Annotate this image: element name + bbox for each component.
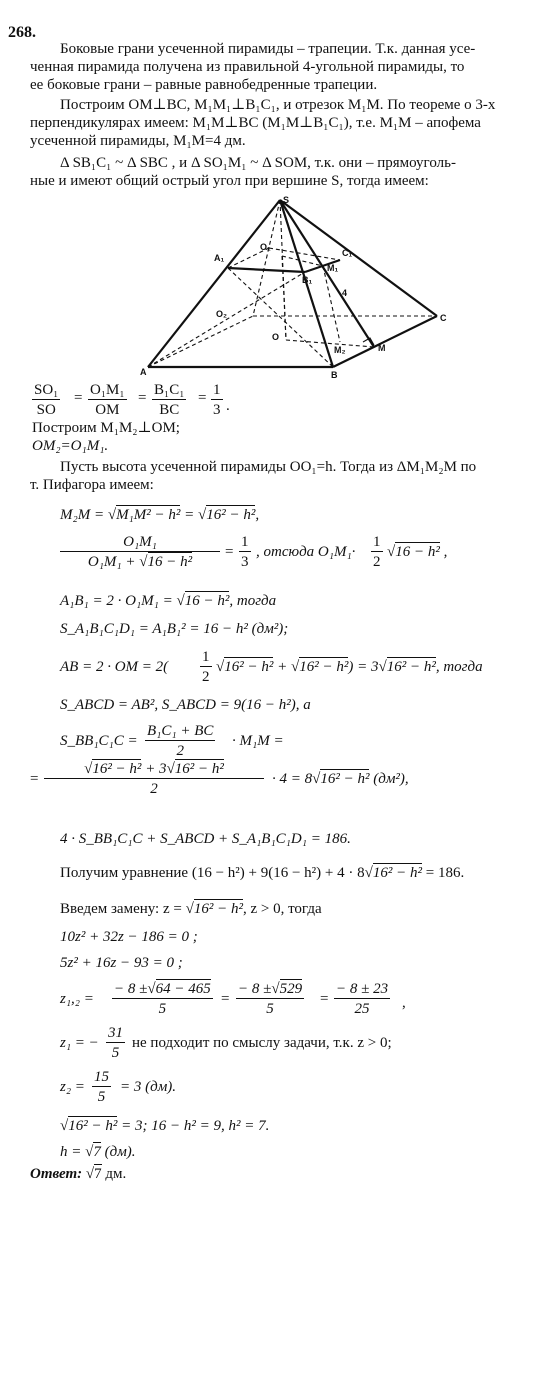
label-A1: A₁ — [214, 253, 225, 263]
z1-fraction — [106, 1024, 125, 1062]
z12-n2-pre: − 8 ± — [238, 981, 272, 997]
z2-lhs: z₂ = — [60, 1079, 85, 1095]
ratio-f4-den: 3 — [213, 402, 221, 418]
sum-equation: 4 · S_BB₁C₁C + S_ABCD + S_A₁B₁C₁D₁ = 186. — [60, 831, 351, 847]
intro-line-3: ее боковые грани – равные равнобедренные трапеции. — [30, 77, 378, 93]
ratio-eq-2: = — [138, 390, 147, 406]
z12-eq1: = — [221, 991, 230, 1007]
s-side2-unit: (дм²), — [373, 771, 409, 787]
z1-post: не подходит по смыслу задачи, т.к. z > 0; — [132, 1035, 392, 1051]
z1-lhs: z₁ = − — [60, 1035, 99, 1051]
z12-n2-rad: 529 — [279, 981, 303, 997]
prop-den-pre: O₁M₁ + — [87, 554, 136, 570]
z12-lhs: z₁,₂ = — [60, 991, 94, 1007]
z2-num: 15 — [94, 1069, 109, 1085]
intro-line-2: ченная пирамида получена из правильной 4-угольной пирамиды, то — [30, 59, 465, 75]
s-side2-plus: + 3 — [145, 761, 167, 777]
ratio-f1-num: SO₁ — [34, 382, 59, 398]
prop-half — [371, 533, 383, 571]
ratio-eq-1: = — [74, 390, 83, 406]
quadratic-1: 10z² + 32z − 186 = 0 ; — [60, 929, 198, 945]
s-base: S_ABCD = AB², S_ABCD = 9(16 − h²), а — [60, 697, 311, 713]
quadratic-2: 5z² + 16z − 93 = 0 ; — [60, 955, 183, 971]
intro-line-1: Боковые грани усеченной пирамиды – трапеции. Т.к. данная усе- — [60, 41, 476, 57]
ratio-f3-den: BC — [159, 402, 180, 418]
prop-tail-rad-wrap: √16 − h² , — [387, 544, 448, 560]
ab-mid: ) = 3 — [348, 659, 379, 675]
ab-rad2: 16² − h² — [299, 659, 349, 675]
similar-line-1: Δ SB₁C₁ ~ Δ SBC , и Δ SO₁M₁ ~ Δ SOM, т.к. они – прямоуголь- — [60, 155, 456, 171]
a1b1-post: , тогда — [229, 593, 277, 609]
z12-n3: − 8 ± 23 — [336, 981, 389, 997]
prop-tail-rad: 16 − h² — [395, 544, 440, 560]
sub-rad: 16² − h² — [193, 901, 243, 917]
sub-post: , z > 0, тогда — [242, 901, 322, 917]
prop-tail-end: , — [443, 544, 448, 560]
ab-plus: + — [277, 659, 288, 675]
prop-fraction-2 — [239, 533, 251, 571]
final-equation: √16² − h² = 3; 16 − h² = 9, h² = 7. — [60, 1118, 270, 1134]
h-pre: h = — [60, 1144, 82, 1160]
a1b1-pre: A₁B₁ = 2 · O₁M₁ = — [60, 593, 173, 609]
s-side-num: B₁C₁ + BC — [147, 723, 214, 739]
label-C1: C₁ — [342, 248, 353, 258]
z12-d3: 25 — [354, 1001, 370, 1017]
ab-half-den: 2 — [202, 669, 210, 685]
ab-post: , тогда — [435, 659, 483, 675]
construct-line-1: Построим OM⊥BC, M₁M₁⊥B₁C₁, и отрезок M₁M. По теореме о 3-х — [60, 97, 496, 113]
m2m-lhs: M₂M = — [60, 507, 105, 523]
s-side2-rad2: 16² − h² — [174, 761, 224, 777]
problem-number: 268. — [8, 24, 36, 41]
m2m-equation: M₂M = √M₁M² − h² = √16² − h², — [60, 507, 260, 523]
label-O1: O₁ — [260, 242, 271, 252]
z12-fraction-3 — [334, 980, 390, 1018]
z12-n1-pre: − 8 ± — [114, 981, 148, 997]
label-O: O — [272, 332, 280, 342]
s-side2-den: 2 — [150, 781, 158, 797]
s-side2-eq: = — [30, 771, 39, 787]
ratio-f2-den: OM — [95, 402, 120, 418]
label-M1: M₁ — [327, 263, 339, 273]
ab-half-num: 1 — [202, 649, 210, 665]
label-B: B — [331, 370, 338, 380]
s-side-lhs: S_BB₁C₁C = — [60, 733, 138, 749]
prop-num2: 1 — [241, 534, 249, 550]
z12-end: , — [402, 995, 406, 1011]
label-O2: O₂ — [216, 309, 227, 319]
construct-line-3: усеченной пирамиды, M₁M=4 дм. — [30, 133, 246, 149]
answer-line: Ответ: √7 дм. — [30, 1166, 127, 1182]
prop-half-num: 1 — [373, 534, 381, 550]
z2-fraction — [92, 1068, 111, 1106]
a1b1-rad: 16 − h² — [184, 593, 230, 609]
z12-d1: 5 — [158, 1001, 167, 1017]
s-top: S_A₁B₁C₁D₁ = A₁B₁² = 16 − h² (дм²); — [60, 621, 289, 637]
ab-pre: AB = 2 · OM = 2( — [60, 659, 169, 675]
ab-rad1: 16² − h² — [224, 659, 274, 675]
construct-m1m2: Построим M₁M₂⊥OM; — [32, 420, 180, 436]
eq-post: = 186. — [425, 865, 465, 881]
equation-line: Получим уравнение (16 − h²) + 9(16 − h²) + 4 · 8√16² − h² = 186. — [60, 865, 465, 881]
z1-den: 5 — [111, 1045, 120, 1061]
prop-mid: = — [225, 544, 234, 560]
s-side-den: 2 — [176, 743, 184, 759]
prop-den: O₁M₁ + √16 − h² — [87, 554, 193, 570]
answer-label: Ответ: — [30, 1166, 83, 1182]
z12-fraction-2 — [236, 980, 304, 1018]
ab-half — [200, 648, 212, 686]
z12-d2: 5 — [266, 1001, 274, 1017]
a1b1-equation: A₁B₁ = 2 · O₁M₁ = √16 − h², тогда — [60, 593, 277, 609]
pyramid-figure — [0, 190, 550, 380]
s-side2-tail: · 4 = 8√16² − h² (дм²), — [272, 771, 409, 787]
ratio-f1-den: SO — [36, 402, 56, 418]
height-line-1: Пусть высота усеченной пирамиды OO₁=h. Тогда из ΔM₁M₂M по — [60, 459, 477, 475]
label-B1: B₁ — [302, 275, 313, 285]
prop-fraction — [60, 533, 220, 571]
label-M2: M₂ — [334, 345, 346, 355]
z12-eq2: = — [320, 991, 329, 1007]
label-M: M — [378, 343, 386, 353]
ratio-f2-num: O₁M₁ — [90, 382, 125, 398]
s-side-post: · M₁M = — [232, 733, 284, 749]
h-rad: 7 — [93, 1144, 101, 1160]
prop-half-den: 2 — [373, 554, 381, 570]
fin-rad: 16² − h² — [68, 1118, 118, 1134]
ratio-fraction-2 — [88, 381, 127, 419]
eq-rad: 16² − h² — [372, 865, 422, 881]
ratio-fraction-3 — [152, 381, 186, 419]
s-side2-rad1: 16² − h² — [92, 761, 142, 777]
sub-pre: Введем замену: z = — [60, 901, 182, 917]
ratio-f3-num: B₁C₁ — [154, 382, 185, 398]
h-value: h = √7 (дм). — [60, 1144, 136, 1160]
label-A: A — [140, 367, 147, 377]
answer-post: дм. — [105, 1166, 127, 1182]
answer-rad: 7 — [94, 1166, 102, 1182]
label-4: 4 — [342, 288, 348, 298]
h-post: (дм). — [104, 1144, 136, 1160]
height-line-2: т. Пифагора имеем: — [30, 477, 154, 493]
ratio-fraction-1 — [32, 381, 60, 419]
label-S: S — [283, 195, 290, 205]
prop-den2: 3 — [241, 554, 249, 570]
z12-n1: − 8 ±√64 − 465 — [114, 981, 211, 997]
z12-n1-rad: 64 − 465 — [155, 981, 211, 997]
m2m-rad1: M₁M² − h² — [116, 507, 181, 523]
label-C: C — [440, 313, 447, 323]
z2-den: 5 — [97, 1089, 106, 1105]
substitution-line: Введем замену: z = √16² − h², z > 0, тогда — [60, 901, 322, 917]
s-side2-num: √16² − h² + 3√16² − h² — [44, 760, 264, 779]
prop-tail-pre: , отсюда O₁M₁· — [256, 544, 356, 560]
ab-rest: √16² − h² + √16² − h²) = 3√16² − h², тогда — [216, 659, 483, 675]
z2-post: = 3 (дм). — [120, 1079, 177, 1095]
s-side-fraction — [145, 722, 215, 760]
prop-den-rad: 16 − h² — [147, 554, 193, 570]
prop-num: O₁M₁ — [60, 533, 220, 552]
construct-line-2: перпендикулярах имеем: M₁M⊥BC (M₁M⊥B₁C₁), т.е. M₁M – апофема — [30, 115, 481, 131]
similar-line-2: ные и имеют общий острый угол при вершине S, тогда имеем: — [30, 173, 429, 189]
ab-rad3: 16² − h² — [386, 659, 436, 675]
ratio-fraction-4 — [211, 381, 223, 419]
z12-fraction-1 — [112, 980, 213, 1018]
fin-post: = 3; 16 − h² = 9, h² = 7. — [121, 1118, 270, 1134]
s-side2-rad3: 16² − h² — [320, 771, 370, 787]
om2-equals: OM₂=O₁M₁. — [32, 438, 109, 454]
z1-num: 31 — [108, 1025, 123, 1041]
ratio-period: . — [226, 398, 230, 414]
ratio-f4-num: 1 — [213, 382, 221, 398]
s-side2-post: · 4 = 8 — [272, 771, 313, 787]
m2m-rad2: 16² − h² — [206, 507, 256, 523]
z12-n2: − 8 ±√529 — [238, 981, 303, 997]
eq-pre: Получим уравнение (16 − h²) + 9(16 − h²) + 4 · 8 — [60, 865, 365, 881]
m2m-end: , — [255, 507, 260, 523]
s-side2-fraction — [44, 760, 264, 798]
m2m-mid: = — [184, 507, 195, 523]
ratio-eq-3: = — [198, 390, 207, 406]
